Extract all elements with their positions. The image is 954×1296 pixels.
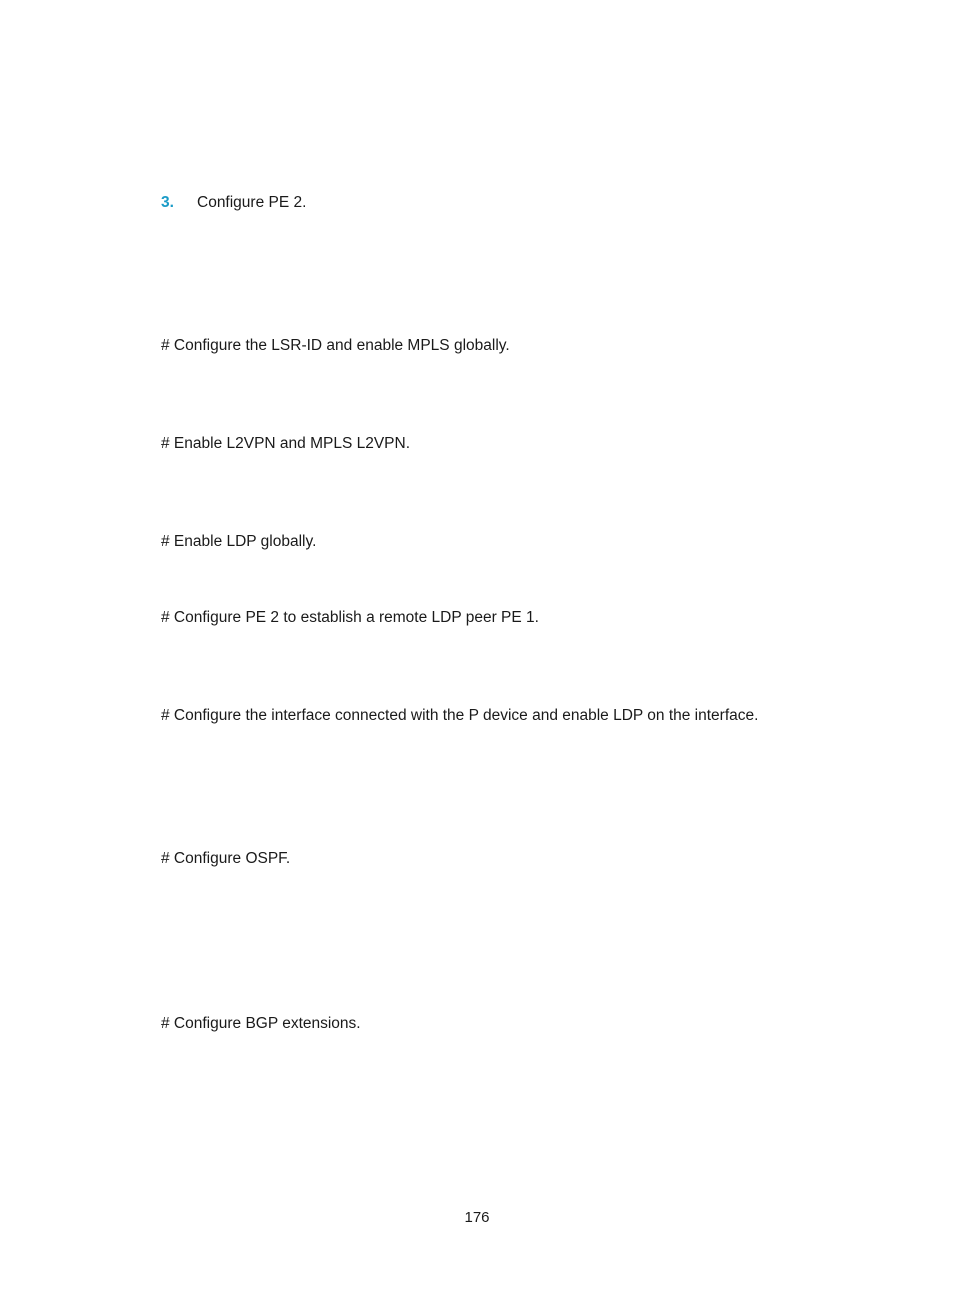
comment-enable-l2vpn: # Enable L2VPN and MPLS L2VPN. xyxy=(161,435,411,452)
comment-lsr-id: # Configure the LSR-ID and enable MPLS globally. xyxy=(161,337,510,354)
page-number: 176 xyxy=(464,1209,490,1226)
comment-remote-ldp-peer: # Configure PE 2 to establish a remote LDP peer PE 1. xyxy=(161,609,539,626)
comment-enable-ldp: # Enable LDP globally. xyxy=(161,533,317,550)
comment-bgp: # Configure BGP extensions. xyxy=(161,1015,361,1032)
step-item xyxy=(161,193,306,213)
step-number: 3. xyxy=(161,194,174,211)
comment-interface-ldp: # Configure the interface connected with the P device and enable LDP on the interface. xyxy=(161,707,759,724)
comment-ospf: # Configure OSPF. xyxy=(161,850,291,867)
step-text: Configure PE 2. xyxy=(197,194,307,211)
